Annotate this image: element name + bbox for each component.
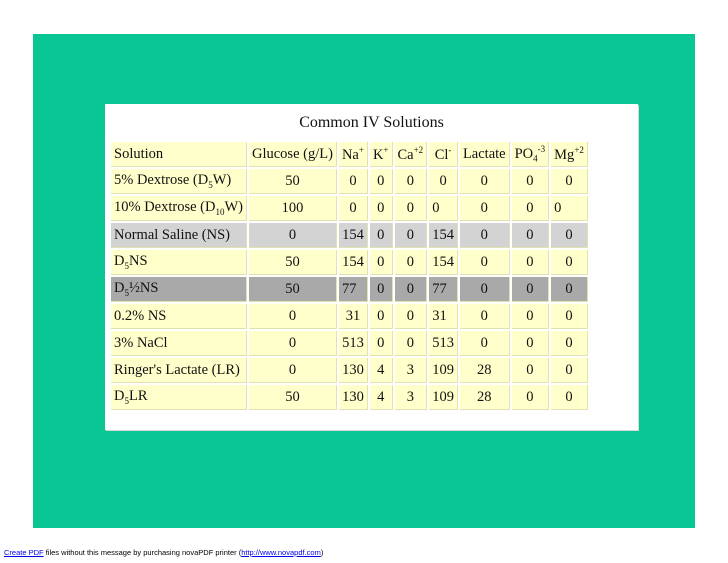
value-cell-cl: 109	[429, 385, 458, 410]
column-header-lactate: Lactate	[460, 142, 510, 167]
value-cell-cl: 31	[429, 304, 458, 329]
column-header-po4: $PO_4^{-3}$	[512, 142, 550, 167]
value-cell-mg: 0	[551, 250, 588, 275]
solution-name-cell: 0.2% NS	[111, 304, 247, 329]
column-header-glucose: Glucose (g/L)	[249, 142, 337, 167]
solution-name-cell: $D_5NS$	[111, 250, 247, 275]
solution-name-cell: Ringer's Lactate (LR)	[111, 358, 247, 383]
footer-end: )	[320, 548, 324, 557]
value-cell-mg: 0	[551, 223, 588, 248]
value-cell-na: 31	[339, 304, 368, 329]
column-header-k: K+	[370, 142, 393, 167]
value-cell-po4: 0	[512, 385, 550, 410]
table-body	[111, 169, 588, 410]
value-cell-cl: 0	[429, 169, 458, 194]
value-cell-k: 4	[370, 358, 393, 383]
value-cell-na: 0	[339, 169, 368, 194]
value-cell-na: 513	[339, 331, 368, 356]
value-cell-po4: 0	[512, 331, 550, 356]
value-cell-ca: 0	[395, 331, 428, 356]
value-cell-na: 130	[339, 385, 368, 410]
footer-text: files without this message by purchasing novaPDF printer (	[43, 548, 242, 557]
value-cell-glucose: 50	[249, 169, 337, 194]
table-row	[111, 169, 588, 194]
value-cell-ca: 0	[395, 250, 428, 275]
value-cell-ca: 0	[395, 304, 428, 329]
value-cell-na: 154	[339, 250, 368, 275]
value-cell-k: 0	[370, 196, 393, 221]
value-cell-ca: 3	[395, 358, 428, 383]
value-cell-po4: 0	[512, 169, 550, 194]
value-cell-po4: 0	[512, 196, 550, 221]
slide-background	[33, 34, 695, 528]
solution-name-cell: $D_5\frac{1}{2}NS$	[111, 277, 247, 302]
value-cell-mg: 0	[551, 304, 588, 329]
value-cell-glucose: 0	[249, 331, 337, 356]
table-row	[111, 385, 588, 410]
value-cell-mg: 0	[551, 385, 588, 410]
value-cell-k: 0	[370, 250, 393, 275]
table-row	[111, 358, 588, 383]
table-title: Common IV Solutions	[299, 114, 444, 131]
table-row	[111, 277, 588, 302]
value-cell-k: 0	[370, 223, 393, 248]
value-cell-mg: 0	[551, 196, 588, 221]
table-row	[111, 304, 588, 329]
table-row	[111, 250, 588, 275]
value-cell-na: 130	[339, 358, 368, 383]
value-cell-cl: 109	[429, 358, 458, 383]
value-cell-ca: 0	[395, 277, 428, 302]
value-cell-k: 0	[370, 277, 393, 302]
value-cell-glucose: 0	[249, 304, 337, 329]
table-row	[111, 331, 588, 356]
value-cell-cl: 0	[429, 196, 458, 221]
value-cell-cl: 154	[429, 250, 458, 275]
table-row	[111, 196, 588, 221]
value-cell-lactate: 0	[460, 169, 510, 194]
value-cell-po4: 0	[512, 223, 550, 248]
solution-name-cell: Normal Saline (NS)	[111, 223, 247, 248]
value-cell-lactate: 0	[460, 277, 510, 302]
value-cell-glucose: 50	[249, 385, 337, 410]
novapdf-link[interactable]: http://www.novapdf.com	[241, 548, 321, 557]
solution-name-cell: 5% Dextrose $(D_5W)$	[111, 169, 247, 194]
value-cell-cl: 513	[429, 331, 458, 356]
value-cell-na: 77	[339, 277, 368, 302]
value-cell-lactate: 0	[460, 250, 510, 275]
value-cell-k: 0	[370, 331, 393, 356]
value-cell-cl: 77	[429, 277, 458, 302]
value-cell-mg: 0	[551, 277, 588, 302]
table-panel	[105, 104, 638, 430]
value-cell-k: 4	[370, 385, 393, 410]
solution-name-cell: 3% NaCl	[111, 331, 247, 356]
value-cell-po4: 0	[512, 277, 550, 302]
value-cell-mg: 0	[551, 331, 588, 356]
value-cell-lactate: 28	[460, 358, 510, 383]
column-header-solution: Solution	[111, 142, 247, 167]
column-header-ca: $Ca^{+2}$	[395, 142, 428, 167]
table-header-row	[111, 142, 588, 167]
column-header-na: Na+	[339, 142, 368, 167]
value-cell-ca: 0	[395, 169, 428, 194]
value-cell-glucose: 0	[249, 223, 337, 248]
pdf-footer-notice	[4, 548, 323, 557]
value-cell-glucose: 100	[249, 196, 337, 221]
value-cell-cl: 154	[429, 223, 458, 248]
value-cell-po4: 0	[512, 358, 550, 383]
value-cell-na: 0	[339, 196, 368, 221]
value-cell-glucose: 50	[249, 277, 337, 302]
value-cell-mg: 0	[551, 169, 588, 194]
value-cell-mg: 0	[551, 358, 588, 383]
value-cell-glucose: 50	[249, 250, 337, 275]
table-row	[111, 223, 588, 248]
value-cell-lactate: 28	[460, 385, 510, 410]
create-pdf-link[interactable]: Create PDF	[4, 548, 44, 557]
value-cell-po4: 0	[512, 250, 550, 275]
value-cell-po4: 0	[512, 304, 550, 329]
value-cell-k: 0	[370, 169, 393, 194]
value-cell-lactate: 0	[460, 223, 510, 248]
value-cell-ca: 0	[395, 196, 428, 221]
value-cell-ca: 0	[395, 223, 428, 248]
iv-solutions-table	[109, 140, 590, 412]
value-cell-k: 0	[370, 304, 393, 329]
solution-name-cell: 10% Dextrose $(D_{10}W)$	[111, 196, 247, 221]
value-cell-glucose: 0	[249, 358, 337, 383]
value-cell-na: 154	[339, 223, 368, 248]
value-cell-lactate: 0	[460, 196, 510, 221]
solution-name-cell: $D_5LR$	[111, 385, 247, 410]
value-cell-lactate: 0	[460, 304, 510, 329]
column-header-cl: Cl-	[429, 142, 458, 167]
column-header-mg: $Mg^{+2}$	[551, 142, 588, 167]
value-cell-ca: 3	[395, 385, 428, 410]
value-cell-lactate: 0	[460, 331, 510, 356]
